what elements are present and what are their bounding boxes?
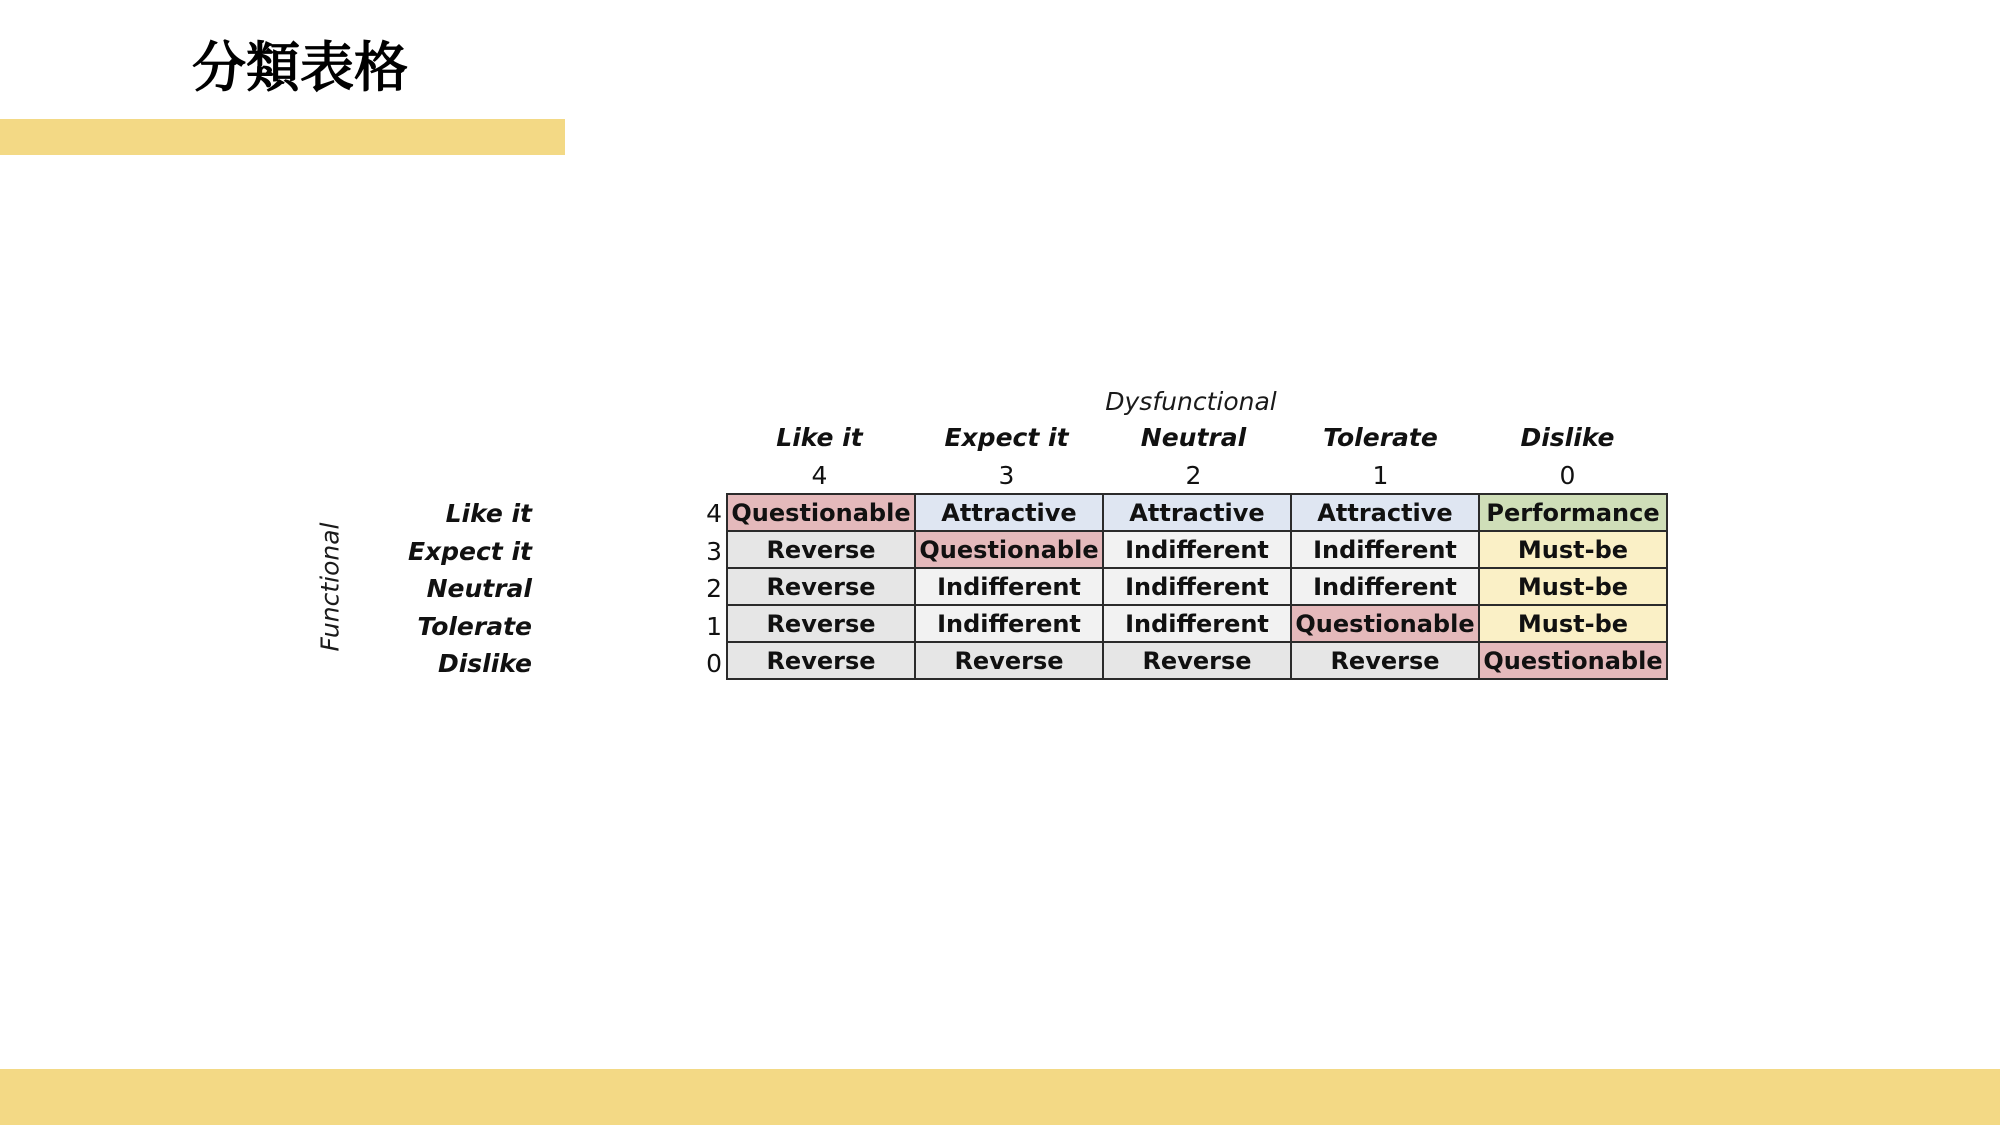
column-label-like-it: Like it: [776, 423, 863, 452]
table-row: [727, 494, 1667, 531]
row-label-neutral: Neutral: [426, 574, 532, 603]
table-cell: Indifferent: [1103, 531, 1291, 568]
functional-axis-label: Functional: [315, 522, 345, 652]
table-cell: Must-be: [1479, 568, 1667, 605]
row-score: 4: [706, 499, 722, 528]
table-cell: Questionable: [915, 531, 1103, 568]
table-cell: Attractive: [1103, 494, 1291, 531]
table-cell: Attractive: [915, 494, 1103, 531]
row-label-like-it: Like it: [445, 499, 532, 528]
table-cell: Performance: [1479, 494, 1667, 531]
column-score: 1: [1372, 461, 1389, 490]
column-score: 0: [1559, 461, 1576, 490]
table-cell: Indifferent: [1103, 568, 1291, 605]
table-cell: Attractive: [1291, 494, 1479, 531]
column-score: 4: [811, 461, 828, 490]
table-cell: Indifferent: [915, 568, 1103, 605]
kano-classification-table: [726, 493, 1668, 680]
table-cell: Reverse: [727, 568, 915, 605]
row-score: 2: [706, 574, 722, 603]
table-cell: Indifferent: [915, 605, 1103, 642]
table-cell: Indifferent: [1291, 568, 1479, 605]
table-cell: Questionable: [1291, 605, 1479, 642]
table-cell: Must-be: [1479, 605, 1667, 642]
table-cell: Reverse: [727, 642, 915, 679]
table-cell: Questionable: [1479, 642, 1667, 679]
table-cell: Reverse: [727, 531, 915, 568]
table-row: [727, 642, 1667, 679]
table-cell: Indifferent: [1291, 531, 1479, 568]
table-cell: Reverse: [1291, 642, 1479, 679]
table-row: [727, 531, 1667, 568]
table-cell: Reverse: [727, 605, 915, 642]
row-score: 3: [706, 537, 722, 566]
table-cell: Reverse: [1103, 642, 1291, 679]
table-cell: Reverse: [915, 642, 1103, 679]
column-label-dislike: Dislike: [1520, 423, 1615, 452]
row-label-dislike: Dislike: [437, 649, 532, 678]
column-score: 2: [1185, 461, 1202, 490]
table-cell: Indifferent: [1103, 605, 1291, 642]
row-label-expect-it: Expect it: [407, 537, 532, 566]
row-score: 0: [706, 649, 722, 678]
dysfunctional-axis-label: Dysfunctional: [1105, 387, 1277, 416]
row-label-tolerate: Tolerate: [417, 612, 532, 641]
table-cell: Questionable: [727, 494, 915, 531]
row-score: 1: [706, 612, 722, 641]
column-label-neutral: Neutral: [1140, 423, 1247, 452]
column-label-expect-it: Expect it: [944, 423, 1069, 452]
table-cell: Must-be: [1479, 531, 1667, 568]
table-row: [727, 568, 1667, 605]
table-row: [727, 605, 1667, 642]
footer-accent-bar: [0, 1069, 2000, 1125]
column-label-tolerate: Tolerate: [1323, 423, 1438, 452]
column-score: 3: [998, 461, 1015, 490]
slide-title: 分類表格: [192, 35, 408, 99]
title-accent-bar: [0, 119, 565, 155]
